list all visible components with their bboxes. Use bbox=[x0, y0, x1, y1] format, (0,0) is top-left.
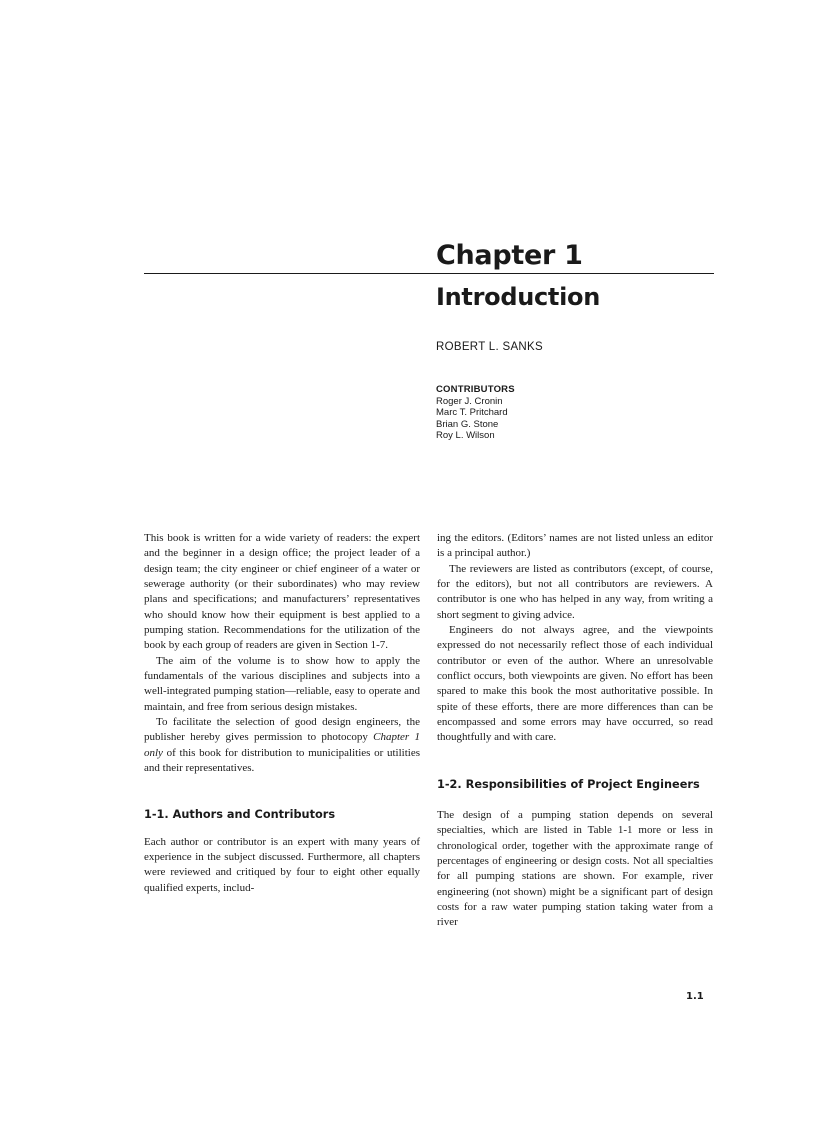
emphasis-text: Chapter 1 only bbox=[144, 731, 420, 759]
paragraph: ing the editors. (Editors’ names are not listed unless an editor is a principal author.) bbox=[437, 532, 713, 560]
paragraph: Each author or contributor is an expert with many years of experience in the subject discussed. Furthermore, all chapters were reviewed and critiqued by four to eight other equally qualified experts, includ- bbox=[144, 835, 420, 894]
contributor-name: Roy L. Wilson bbox=[436, 430, 495, 442]
section-heading-1-1: 1-1. Authors and Contributors bbox=[144, 807, 336, 821]
chapter-number: Chapter 1 bbox=[436, 240, 583, 271]
body-column-right bbox=[437, 531, 713, 931]
chapter-heading bbox=[436, 240, 726, 312]
contributors-list bbox=[436, 396, 716, 442]
contributor-name: Marc T. Pritchard bbox=[436, 407, 508, 419]
paragraph-text: To facilitate the selection of good design engineers, the publisher hereby gives permission to photocopy bbox=[144, 716, 420, 744]
contributors-heading: CONTRIBUTORS bbox=[436, 384, 515, 395]
paragraph: The design of a pumping station depends on several specialties, which are listed in Table 1-1 more or less in chronological order, together with the approximate range of percentages of engineering or design costs. Not all specialties for all pumping stations are shown. For example, river engineering (not shown) might be a significant part of design costs for a raw water pumping station taking water from a river bbox=[437, 808, 713, 929]
paragraph-text: of this book for distribution to municipalities or utilities and their representatives. bbox=[144, 746, 420, 775]
page-number: 1.1 bbox=[686, 991, 704, 1002]
contributor-name: Brian G. Stone bbox=[436, 418, 499, 430]
paragraph: Engineers do not always agree, and the viewpoints expressed do not necessarily reflect those of each individual contributor or even of the author. Where an unresolvable conflict occurs, both viewpoints are given. No effort has been spared to make this book the most authoritative possible. In spite of these efforts, there are more differences than can be encompassed and some errors may have occurred, so read thoughtfully and with care. bbox=[437, 624, 713, 744]
section-heading-1-2: 1-2. Responsibilities of Project Engineers bbox=[437, 777, 700, 791]
paragraph: The aim of the volume is to show how to apply the fundamentals of the various disciplines and subjects into a well-integrated pumping station—reliable, easy to operate and maintain, and free from serious design mistakes. bbox=[144, 654, 420, 713]
body-column-left bbox=[144, 531, 420, 896]
contributors-block bbox=[436, 384, 716, 442]
paragraph: The reviewers are listed as contributors (except, of course, for the editors), but not all contributors are reviewers. A contributor is one who has helped in any way, from writing a short segment to giving advice. bbox=[437, 562, 713, 621]
paragraph bbox=[144, 715, 420, 776]
paragraph: This book is written for a wide variety of readers: the expert and the beginner in a design office; the project leader of a design team; the city engineer or chief engineer of a water or sewerage authority (or their subordinates) who may review plans and specifications; and manufacturers’ representatives who should know how their equipment is best applied to a pumping station. Recommendations for the utilization of the book by each group of readers are given in Section 1-7. bbox=[144, 532, 420, 652]
chapter-author: ROBERT L. SANKS bbox=[436, 341, 543, 353]
contributor-name: Roger J. Cronin bbox=[436, 395, 503, 407]
chapter-title: Introduction bbox=[436, 283, 600, 311]
